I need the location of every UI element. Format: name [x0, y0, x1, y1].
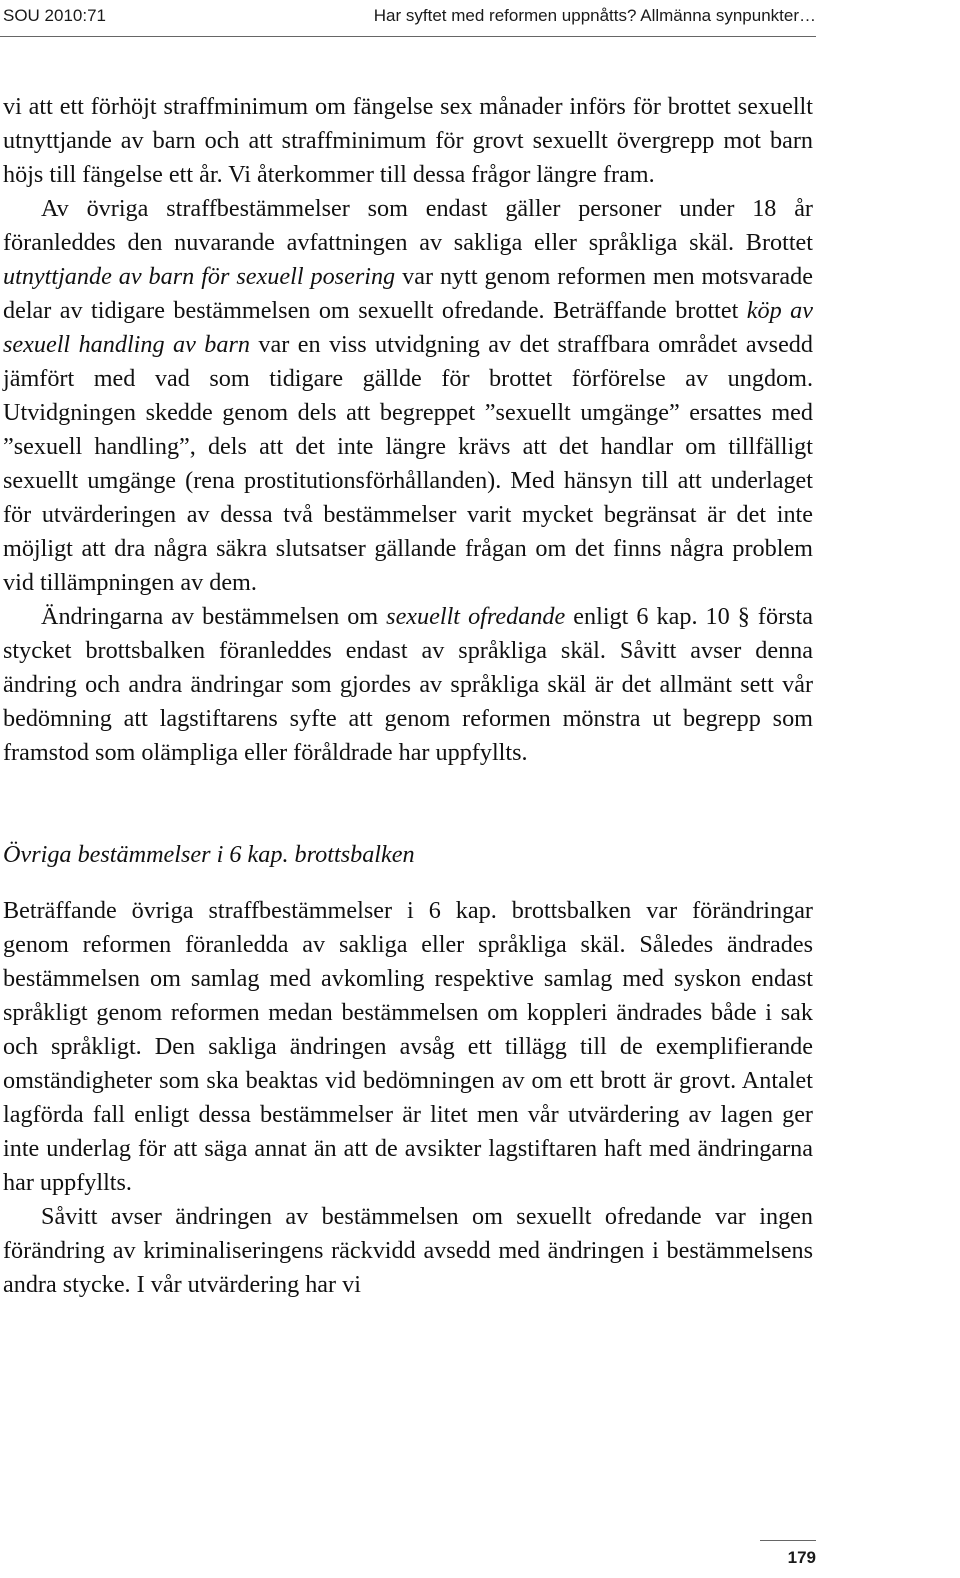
- text-run: Ändringarna av bestämmelsen om: [41, 603, 387, 630]
- paragraph-other-provisions-chapter-6: [3, 894, 813, 1200]
- paragraph-sexual-harassment-changes: [3, 600, 813, 770]
- page-footer: [0, 1540, 816, 1578]
- italic-term: sexuellt ofredande: [386, 603, 566, 630]
- italic-term: utnyttjande av barn för sexuell posering: [3, 263, 396, 290]
- page-number: 179: [787, 1548, 816, 1567]
- text-run: Såvitt avser ändringen av bestämmelsen om sexuellt ofredande var ingen förändring av kriminaliseringens räckvidd avsedd med ändringen i bestämmelsens andra stycke. I vår utvärdering har vi: [3, 1203, 813, 1298]
- report-reference: SOU 2010:71: [3, 6, 107, 25]
- text-run: var nytt genom reformen men motsvarade delar av tidigare bestämmelsen om sexuellt ofredande. Beträffande brottet: [3, 263, 813, 324]
- page-header: [0, 0, 816, 40]
- section-heading: Övriga bestämmelser i 6 kap. brottsbalken: [3, 841, 415, 868]
- text-run: vi att ett förhöjt straffminimum om fängelse sex månader införs för brottet sexuellt utnyttjande av barn och att straffminimum för grovt sexuellt övergrepp mot barn höjs till fängelse ett år. Vi återkommer till dessa frågor längre fram.: [3, 93, 813, 188]
- text-run: Av övriga straffbestämmelser som endast gäller personer under 18 år föranleddes den nuvarande avfattningen av sakliga eller språkliga skäl. Brottet: [3, 195, 813, 256]
- header-rule: [0, 36, 816, 37]
- paragraph-other-penal-provisions: [3, 192, 813, 600]
- text-run: Beträffande övriga straffbestämmelser i 6 kap. brottsbalken var förändringar genom reformen föranledda av sakliga eller språkliga skäl. Således ändrades bestämmelsen om samlag med avkomling respektive samlag med syskon endast språkligt genom reformen medan bestämmelsen om koppleri ändrades både i sak och språkligt. Den sakliga ändringen avsåg ett tillägg till de exemplifierande omständigheter som ska beaktas vid bedömningen av om ett brott är grovt. Antalet lagförda fall enligt dessa bestämmelser är litet men vår utvärdering av lagen ger inte underlag för att säga annat än att de avsikter lagstiftaren haft med ändringarna har uppfyllts.: [3, 897, 813, 1196]
- italic-term: köp av sexuell handling av barn: [3, 297, 813, 358]
- footer-rule: [760, 1540, 816, 1541]
- text-run: enligt 6 kap. 10 § första stycket brottsbalken föranleddes endast av språkliga skäl. Såvitt avser denna ändring och andra ändringar som gjordes av språkliga skäl är det allmänt sett vår bedömning att lagstiftarens syfte att genom reformen mönstra ut begrepp som framstod som olämpliga eller föråldrade har uppfyllts.: [3, 603, 813, 766]
- page-body: [3, 90, 813, 1302]
- text-run: var en viss utvidgning av det straffbara området avsedd jämfört med vad som tidigare gällde för brottet förförelse av ungdom. Utvidgningen skedde genom dels att begreppet ”sexuellt umgänge” ersattes med ”sexuell handling”, dels att det inte längre krävs att det handlar om tillfälligt sexuellt umgänge (rena prostitutionsförhållanden). Med hänsyn till att underlaget för utvärderingen av dessa två bestämmelser varit mycket begränsat är det inte möjligt att dra några säkra slutsatser gällande frågan om det finns några problem vid tillämpningen av dem.: [3, 331, 813, 596]
- paragraph-sexual-harassment-second-clause: [3, 1200, 813, 1302]
- running-title: Har syftet med reformen uppnåtts? Allmänna synpunkter…: [373, 6, 816, 25]
- paragraph-continuation: [3, 90, 813, 192]
